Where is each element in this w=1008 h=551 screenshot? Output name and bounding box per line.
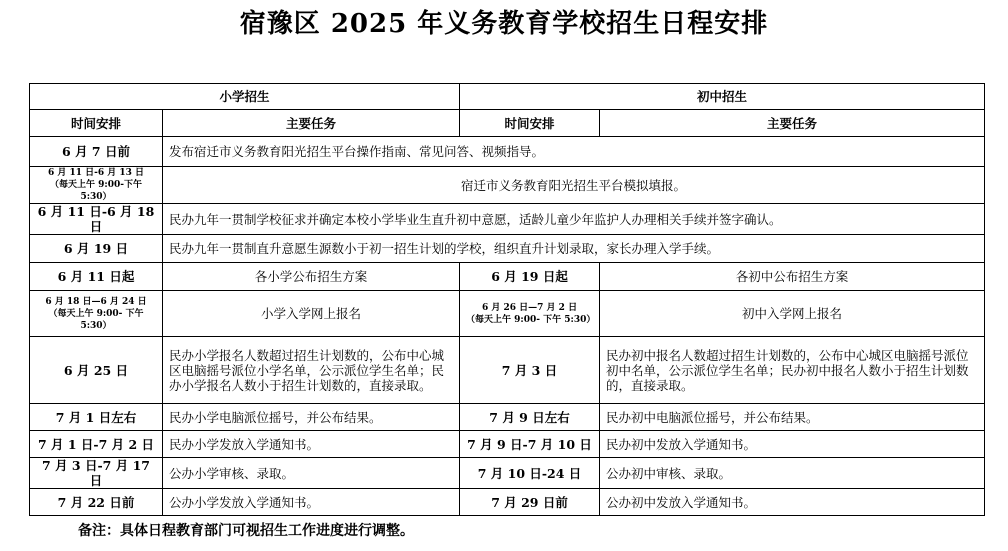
primary-task-cell: 民办小学发放入学通知书。 — [163, 431, 460, 458]
table-row — [30, 337, 985, 404]
time-range: 6 月 18 日—6 月 24 日 — [45, 296, 147, 307]
junior-task-cell: 各初中公布招生方案 — [600, 263, 985, 291]
time-cell: 6 月 7 日前 — [30, 137, 163, 167]
table-row — [30, 235, 985, 263]
primary-time-cell: 6 月 11 日起 — [30, 263, 163, 291]
task-cell: 民办九年一贯制直升意愿生源数小于初一招生计划的学校，组织直升计划录取，家长办理入学手续。 — [163, 235, 985, 263]
schedule-table — [29, 83, 985, 516]
junior-time-cell: 7 月 9 日-7 月 10 日 — [460, 431, 600, 458]
table-row — [30, 204, 985, 235]
junior-time-cell: 7 月 9 日左右 — [460, 404, 600, 431]
primary-time-cell: 7 月 3 日-7 月 17 日 — [30, 458, 163, 489]
table-row — [30, 404, 985, 431]
primary-time-cell: 6 月 25 日 — [30, 337, 163, 404]
junior-time-cell: 7 月 10 日-24 日 — [460, 458, 600, 489]
time-hours: （每天上午 9:00-下午 5:30） — [50, 180, 142, 202]
primary-section-header: 小学招生 — [30, 84, 460, 110]
primary-time-cell — [30, 291, 163, 337]
time-range: 6 月 26 日—7 月 2 日 — [481, 302, 578, 313]
primary-time-header: 时间安排 — [30, 110, 163, 137]
column-header-row — [30, 110, 985, 137]
time-cell: 6 月 11 日-6 月 18 日 — [30, 204, 163, 235]
primary-task-cell: 民办小学报名人数超过招生计划数的，公布中心城区电脑摇号派位小学名单，公示派位学生名单；民办小学报名人数小于招生计划数的，直接录取。 — [163, 337, 460, 404]
time-range: 6 月 11 日-6 月 13 日 — [47, 168, 145, 178]
table-row — [30, 137, 985, 167]
junior-section-header: 初中招生 — [460, 84, 985, 110]
primary-time-cell: 7 月 1 日左右 — [30, 404, 163, 431]
junior-task-cell: 初中入学网上报名 — [600, 291, 985, 337]
table-row — [30, 167, 985, 204]
junior-time-header: 时间安排 — [460, 110, 600, 137]
table-row — [30, 431, 985, 458]
table-row — [30, 291, 985, 337]
junior-time-cell: 7 月 3 日 — [460, 337, 600, 404]
primary-task-cell: 公办小学发放入学通知书。 — [163, 489, 460, 516]
task-cell: 民办九年一贯制学校征求并确定本校小学毕业生直升初中意愿，适龄儿童少年监护人办理相关手续并签字确认。 — [163, 204, 985, 235]
primary-task-cell: 民办小学电脑派位摇号，并公布结果。 — [163, 404, 460, 431]
task-cell: 发布宿迁市义务教育阳光招生平台操作指南、常见问答、视频指导。 — [163, 137, 985, 167]
junior-task-cell: 民办初中电脑派位摇号，并公布结果。 — [600, 404, 985, 431]
primary-task-header: 主要任务 — [163, 110, 460, 137]
primary-task-cell: 公办小学审核、录取。 — [163, 458, 460, 489]
table-row — [30, 489, 985, 516]
junior-task-cell: 公办初中审核、录取。 — [600, 458, 985, 489]
section-header-row — [30, 84, 985, 110]
junior-time-cell — [460, 291, 600, 337]
primary-task-cell: 各小学公布招生方案 — [163, 263, 460, 291]
table-row — [30, 458, 985, 489]
task-cell: 宿迁市义务教育阳光招生平台模拟填报。 — [163, 167, 985, 204]
junior-time-cell: 7 月 29 日前 — [460, 489, 600, 516]
junior-task-cell: 公办初中发放入学通知书。 — [600, 489, 985, 516]
time-cell: 6 月 19 日 — [30, 235, 163, 263]
page-title: 宿豫区 2025 年义务教育学校招生日程安排 — [239, 9, 769, 39]
junior-task-header: 主要任务 — [600, 110, 985, 137]
junior-time-cell: 6 月 19 日起 — [460, 263, 600, 291]
junior-task-cell: 民办初中报名人数超过招生计划数的，公布中心城区电脑摇号派位初中名单，公示派位学生名单；民办初中报名人数小于招生计划数的，直接录取。 — [600, 337, 985, 404]
primary-task-cell: 小学入学网上报名 — [163, 291, 460, 337]
time-hours: （每天上午 9:00- 下午 5:30） — [466, 314, 596, 325]
time-cell — [30, 167, 163, 204]
junior-task-cell: 民办初中发放入学通知书。 — [600, 431, 985, 458]
footnote: 备注：具体日程教育部门可视招生工作进度进行调整。 — [78, 523, 414, 539]
time-hours: （每天上午 9:00- 下午 5:30） — [48, 308, 144, 331]
table-row — [30, 263, 985, 291]
primary-time-cell: 7 月 1 日-7 月 2 日 — [30, 431, 163, 458]
primary-time-cell: 7 月 22 日前 — [30, 489, 163, 516]
